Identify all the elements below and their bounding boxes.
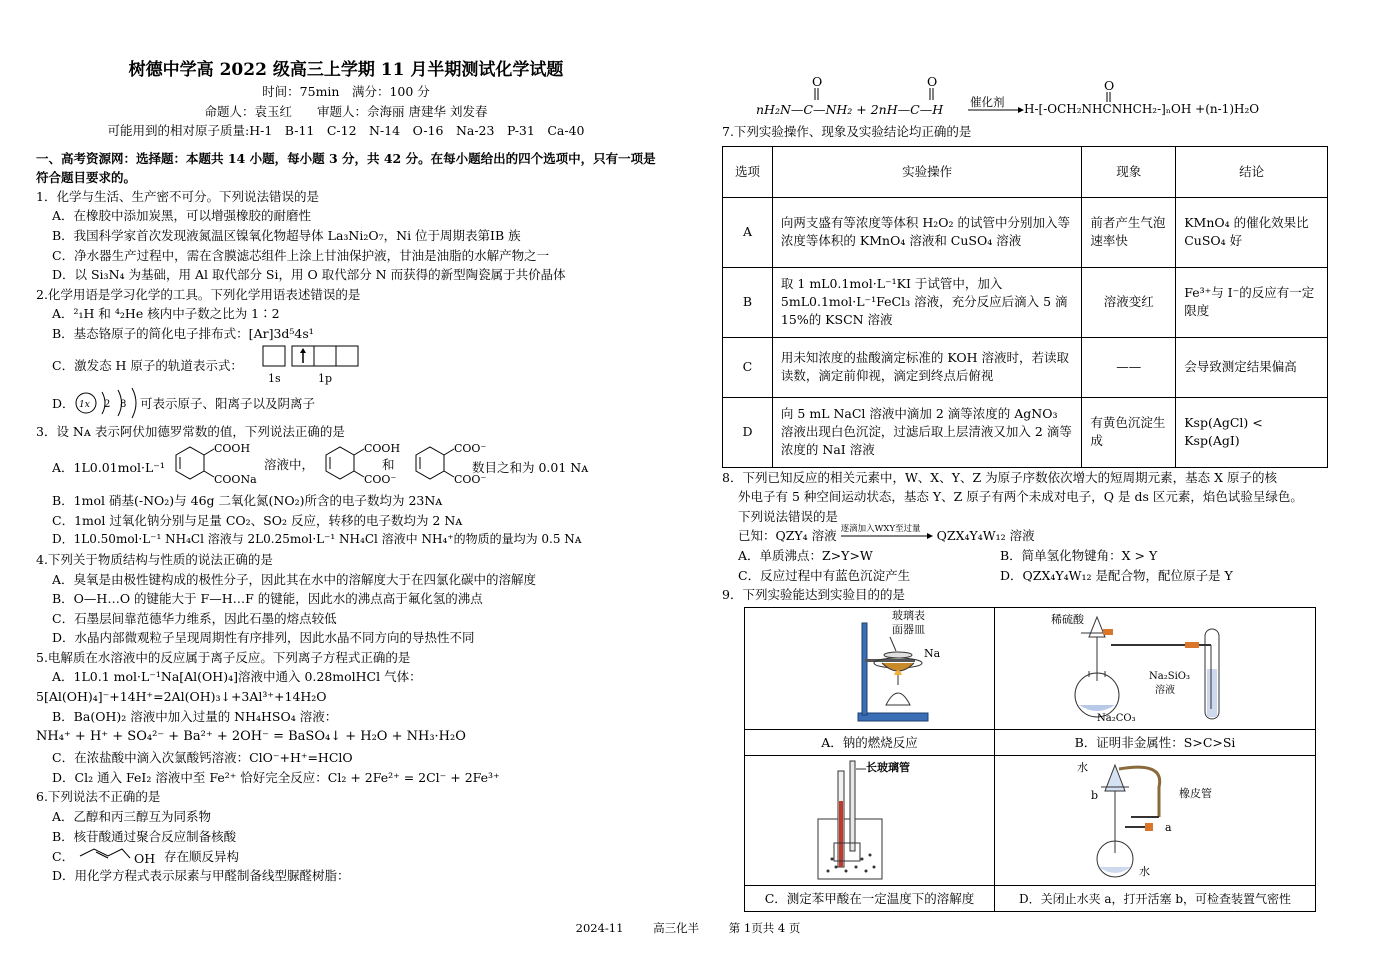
- benzene-monosodium-phthalate: [156, 441, 257, 491]
- apparatus-d-label-3: 橡皮管: [1179, 787, 1212, 801]
- apparatus-b-label-4: Na₂CO₃: [1097, 713, 1136, 725]
- q3-option-a-mid: 溶液中，: [264, 457, 315, 473]
- q8-stem-1: 8．下列已知反应的相关元素中，W、X、Y、Z 为原子序数依次增大的短周期元素，基态 X 原子的核: [722, 469, 1277, 485]
- apparatus-d-label-2: b: [1091, 789, 1099, 803]
- table-row: [723, 397, 1328, 467]
- q9-table: [744, 607, 1316, 912]
- apparatus-b-diagram: [1045, 609, 1265, 727]
- left-column: [36, 58, 656, 886]
- q8-known-arrow-label: 逐滴加入WXY至过量: [840, 524, 921, 535]
- group-coo-2: COO⁻: [364, 473, 397, 487]
- footer-page-number: 第 1页共 4 页: [728, 921, 801, 935]
- exam-authors: 命题人：袁玉红 审题人：佘海丽 唐建华 刘发春: [204, 103, 488, 119]
- apparatus-a-label-1: 玻璃表: [891, 609, 925, 623]
- exam-time-score: 时间：75min 满分：100 分: [262, 84, 430, 99]
- table-row: [723, 337, 1328, 397]
- q7-header-phenomenon: 现象: [1082, 146, 1176, 197]
- page-footer: [0, 920, 1376, 936]
- q2-stem: 2.化学用语是学习化学的工具。下列化学用语表述错误的是: [36, 286, 361, 302]
- table-cell: C: [723, 337, 773, 397]
- table-cell: B: [723, 267, 773, 337]
- q2-option-c: [36, 344, 656, 388]
- apparatus-a-label-3: Na: [923, 647, 940, 661]
- q7-header-row: [723, 146, 1328, 197]
- table-cell: A: [723, 197, 773, 267]
- q1-option-c: C．净水器生产过程中，需在含膜滤芯组件上涂上甘油保护液，甘油是油脂的水解产物之一: [52, 247, 550, 263]
- table-cell: 向两支盛有等浓度等体积 H₂O₂ 的试管中分别加入等浓度等体积的 KMnO₄ 溶液和 CuSO₄ 溶液: [772, 197, 1081, 267]
- apparatus-a-cell: [745, 607, 995, 729]
- orbital-1s-label: 1s: [268, 371, 281, 385]
- q3-stem: 3．设 Nᴀ 表示阿伏加德罗常数的值，下列说法正确的是: [36, 423, 345, 439]
- section-heading: 一、高考资源网：选择题：本题共 14 小题，每小题 3 分，共 42 分。在每小题给出的四个选项中，只有一项是符合题目要求的。: [36, 150, 656, 185]
- q4-option-a: A．臭氧是由极性键构成的极性分子，因此其在水中的溶解度大于在四氯化碳中的溶解度: [52, 571, 537, 587]
- q7-stem: 7.下列实验操作、现象及实验结论均正确的是: [722, 124, 972, 139]
- q1-option-a: A．在橡胶中添加炭黑，可以增强橡胶的耐磨性: [52, 208, 312, 224]
- equation-catalyst: 催化剂: [970, 95, 1005, 109]
- q3-option-a-text: A．1L0.01mol·L⁻¹: [52, 460, 165, 476]
- nucleus-label: 1x: [79, 399, 90, 410]
- table-row: [745, 885, 1316, 911]
- table-row: [723, 267, 1328, 337]
- apparatus-c-label-1: 长玻璃管: [865, 761, 910, 775]
- q4-option-c: C．石墨层间靠范德华力维系，因此石墨的熔点较低: [52, 610, 337, 626]
- apparatus-a-caption: A．钠的燃烧反应: [745, 729, 995, 755]
- apparatus-c-diagram: [770, 757, 970, 883]
- apparatus-c-cell: [745, 755, 995, 885]
- q6-option-c-oh: OH: [134, 851, 156, 867]
- q8-option-a: A．单质沸点：Z>Y>W: [738, 547, 873, 563]
- table-cell: 有黄色沉淀生成: [1082, 397, 1176, 467]
- apparatus-d-diagram: [1055, 757, 1255, 883]
- q6-urea-equation: [756, 74, 1316, 122]
- apparatus-c-caption: C．测定苯甲酸在一定温度下的溶解度: [745, 885, 995, 911]
- q3-option-a: [36, 441, 656, 491]
- group-cooh-2: COOH: [364, 442, 401, 456]
- apparatus-b-label-1: 稀硫酸: [1051, 613, 1084, 627]
- q8-row-cd: [722, 566, 1342, 586]
- q5-option-b-equation: NH₄⁺ + H⁺ + SO₄²⁻ + Ba²⁺ + 2OH⁻ = BaSO₄↓ + H₂O + NH₃·H₂O: [36, 729, 466, 745]
- q8-option-b: B．简单氢化物键角：X > Y: [1000, 547, 1158, 563]
- q6-stem: 6.下列说法不正确的是: [36, 789, 161, 805]
- q7-header-option: 选项: [723, 146, 773, 197]
- table-cell: KMnO₄ 的催化效果比 CuSO₄ 好: [1176, 197, 1328, 267]
- o-label-3: O: [1104, 78, 1115, 93]
- q3-option-b: B．1mol 硝基(-NO₂)与 46g 二氧化氮(NO₂)所含的电子数均为 23Nᴀ: [52, 493, 443, 509]
- q8-known-pre: 已知：QZY₄ 溶液: [738, 528, 837, 544]
- apparatus-d-label-4: a: [1165, 821, 1172, 835]
- right-column: [722, 122, 1342, 912]
- o-label-2: O: [927, 74, 938, 89]
- q5-option-b: B．Ba(OH)₂ 溶液中加入过量的 NH₄HSO₄ 溶液：: [52, 708, 338, 724]
- table-cell: 会导致测定结果偏高: [1176, 337, 1328, 397]
- q8-option-c: C．反应过程中有蓝色沉淀产生: [738, 567, 911, 583]
- q3-option-d: D．1L0.50mol·L⁻¹ NH₄Cl 溶液与 2L0.25mol·L⁻¹ NH₄Cl 溶液中 NH₄⁺的物质的量均为 0.5 Nᴀ: [52, 532, 582, 547]
- apparatus-d-caption: D．关闭止水夹 a，打开活塞 b，可检查装置气密性: [995, 885, 1316, 911]
- exam-title: 树德中学高 2022 级高三上学期 11 月半期测试化学试题: [128, 60, 564, 80]
- q8-stem-2: 外电子有 5 种空间运动状态，基态 Y、Z 原子有两个未成对电子，Q 是 ds 区元素，焰色试验呈绿色。: [738, 489, 1303, 505]
- table-row: [745, 729, 1316, 755]
- shell2-electrons: 8: [120, 398, 127, 410]
- table-row: [745, 607, 1316, 729]
- table-cell: ——: [1082, 337, 1176, 397]
- q2-option-d: D． 1x 2 8 可表示原子、阳离子以及阴离子: [36, 388, 656, 418]
- orbital-diagram: [262, 344, 372, 388]
- q8-row-ab: [722, 546, 1342, 566]
- shell1-electrons: 2: [104, 398, 111, 410]
- q2-option-a: A．²₁H 和 ⁴₂He 核内中子数之比为 1∶2: [52, 306, 280, 322]
- reaction-arrow: [841, 528, 933, 542]
- q3-option-c: C．1mol 过氧化钠分别与足量 CO₂、SO₂ 反应，转移的电子数均为 2 Nᴀ: [52, 512, 463, 528]
- q4-stem: 4.下列关于物质结构与性质的说法正确的是: [36, 551, 273, 567]
- q1-option-b: B．我国科学家首次发现液氮温区镍氧化物超导体 La₃Ni₂O₇，Ni 位于周期表第ⅠB 族: [52, 227, 521, 243]
- q2-option-d-text: 可表示原子、阳离子以及阴离子: [140, 395, 316, 411]
- q7-table: [722, 146, 1328, 468]
- q4-option-d: D．水晶内部微观粒子呈现周期性有序排列，因此水晶不同方向的导热性不同: [52, 630, 475, 646]
- table-cell: D: [723, 397, 773, 467]
- table-cell: Fe³⁺与 I⁻的反应有一定限度: [1176, 267, 1328, 337]
- apparatus-d-cell: [995, 755, 1316, 885]
- q9-stem: 9．下列实验能达到实验目的的是: [722, 587, 905, 603]
- q4-option-b: B．O—H…O 的键能大于 F—H…F 的键能，因此水的沸点高于氟化氢的沸点: [52, 591, 483, 607]
- q5-option-c: C．在浓盐酸中滴入次氯酸钙溶液：ClO⁻+H⁺=HClO: [52, 750, 353, 766]
- footer-subject: 高三化半: [653, 921, 700, 935]
- table-cell: 前者产生气泡速率快: [1082, 197, 1176, 267]
- group-coo-3a: COO⁻: [454, 442, 487, 456]
- q2-option-c-text: C．激发态 H 原子的轨道表示式：: [52, 357, 243, 373]
- q8-option-d: D．QZX₄Y₄W₁₂ 是配合物，配位原子是 Y: [1000, 567, 1233, 583]
- q5-option-d: D．Cl₂ 通入 FeI₂ 溶液中至 Fe²⁺ 恰好完全反应：Cl₂ + 2Fe²⁺ = 2Cl⁻ + 2Fe³⁺: [52, 769, 500, 785]
- apparatus-b-cell: [995, 607, 1316, 729]
- q2-option-b: B．基态铬原子的简化电子排布式：[Ar]3d⁵4s¹: [52, 325, 314, 341]
- equation-left: nH₂N—C—NH₂ + 2nH—C—H: [756, 102, 944, 117]
- q3-option-a-end: 数目之和为 0.01 Nᴀ: [472, 460, 589, 476]
- apparatus-d-label-5: 水: [1139, 865, 1150, 879]
- table-row: [723, 197, 1328, 267]
- q6-option-d: D．用化学方程式表示尿素与甲醛制备线型脲醛树脂：: [52, 868, 350, 884]
- table-cell: 用未知浓度的盐酸滴定标准的 KOH 溶液时，若读取读数，滴定前仰视，滴定到终点后俯视: [772, 337, 1081, 397]
- q6-option-b: B．核苷酸通过聚合反应制备核酸: [52, 828, 237, 844]
- o-label-1: O: [812, 74, 823, 89]
- q8-stem-3: 下列说法错误的是: [738, 508, 839, 524]
- group-cooh: COOH: [214, 442, 251, 456]
- apparatus-a-diagram: [770, 609, 970, 727]
- q5-option-a: A．1L0.1 mol·L⁻¹Na[Al(OH)₄]溶液中通入 0.28molHCl 气体：: [52, 669, 422, 685]
- group-coona: COONa: [214, 473, 257, 487]
- apparatus-b-label-2: Na₂SiO₃: [1149, 671, 1190, 683]
- table-cell: 溶液变红: [1082, 267, 1176, 337]
- orbital-1p-label: 1p: [318, 371, 333, 385]
- q7-header-conclusion: 结论: [1176, 146, 1328, 197]
- group-coo-3b: COO⁻: [454, 473, 487, 487]
- q1-option-d: D．以 Si₃N₄ 为基础，用 Al 取代部分 Si，用 O 取代部分 N 而获得的新型陶瓷属于共价晶体: [52, 267, 566, 283]
- q5-stem: 5.电解质在水溶液中的反应属于离子反应。下列离子方程式正确的是: [36, 649, 411, 665]
- q5-option-a-equation: 5[Al(OH)₄]⁻+14H⁺=2Al(OH)₃↓+3Al³⁺+14H₂O: [36, 689, 327, 705]
- table-cell: 取 1 mL0.1mol·L⁻¹KI 于试管中，加入 5mL0.1mol·L⁻¹FeCl₃ 溶液，充分反应后滴入 5 滴 15%的 KSCN 溶液: [772, 267, 1081, 337]
- atom-structure-diagram: [74, 388, 150, 418]
- q3-option-a-and: 和: [382, 457, 395, 473]
- q7-header-operation: 实验操作: [772, 146, 1081, 197]
- q6-option-c: [36, 846, 656, 866]
- apparatus-b-caption: B．证明非金属性：S>C>Si: [995, 729, 1316, 755]
- apparatus-d-label-1: 水: [1077, 761, 1088, 775]
- table-row: [745, 755, 1316, 885]
- q6-option-a: A．乙醇和丙三醇互为同系物: [52, 809, 212, 825]
- table-cell: 向 5 mL NaCl 溶液中滴加 2 滴等浓度的 AgNO₃ 溶液出现白色沉淀，过滤后取上层清液又加入 2 滴等浓度的 NaI 溶液: [772, 397, 1081, 467]
- apparatus-b-label-3: 溶液: [1155, 685, 1175, 697]
- q1-stem: 1．化学与生活、生产密不可分。下列说法错误的是: [36, 188, 319, 204]
- footer-date: 2024-11: [575, 921, 624, 935]
- table-cell: Ksp(AgCl) < Ksp(AgI): [1176, 397, 1328, 467]
- q8-known: [722, 526, 1342, 546]
- q6-option-c-end: 存在顺反异构: [164, 849, 240, 865]
- equation-right: H-[-OCH₂NHCNHCH₂-]ₙOH +(n-1)H₂O: [1024, 102, 1260, 116]
- q6-option-c-label: C．: [52, 849, 75, 865]
- q8-known-post: QZX₄Y₄W₁₂ 溶液: [936, 528, 1035, 544]
- atomic-masses: 可能用到的相对原子质量:H-1 B-11 C-12 N-14 O-16 Na-23 P-31 Ca-40: [107, 123, 585, 139]
- apparatus-a-label-2: 面器皿: [891, 623, 925, 637]
